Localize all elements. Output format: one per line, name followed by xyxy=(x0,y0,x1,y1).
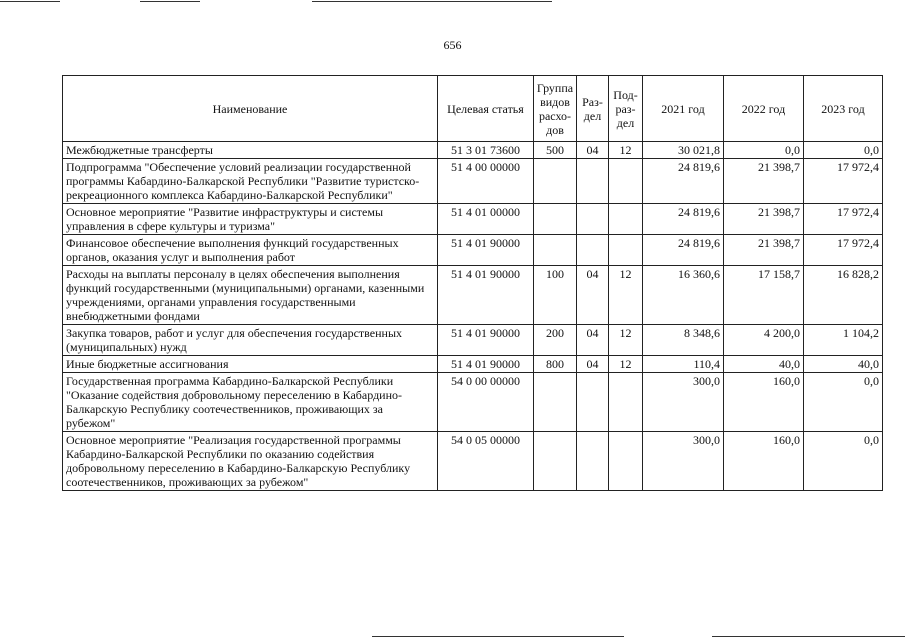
cell-2023: 0,0 xyxy=(804,432,883,491)
cell-name: Расходы на выплаты персоналу в целях обеспечения выполнения функций государственными (муниципальными) органами, казенными учреждениями, органами управления государственными внебюджетными фондами xyxy=(63,266,438,325)
cell-group xyxy=(534,159,577,204)
header-name: Наименование xyxy=(63,76,438,142)
cell-subsection xyxy=(609,373,643,432)
cell-section xyxy=(577,159,609,204)
cell-2022: 21 398,7 xyxy=(724,159,804,204)
cell-2021: 110,4 xyxy=(643,356,724,373)
cell-name: Подпрограмма "Обеспечение условий реализации государственной программы Кабардино-Балкарской Республики "Развитие туристско-рекреационного комплекса Кабардино-Балкарской Республики" xyxy=(63,159,438,204)
scan-line-top-center xyxy=(312,1,552,2)
table-row xyxy=(63,235,883,266)
cell-2021: 300,0 xyxy=(643,373,724,432)
cell-name: Закупка товаров, работ и услуг для обеспечения государственных (муниципальных) нужд xyxy=(63,325,438,356)
budget-table xyxy=(62,75,883,491)
cell-name: Государственная программа Кабардино-Балкарской Республики "Оказание содействия добровольному переселению в Кабардино-Балкарскую Республику соотечественников, проживающих за рубежом" xyxy=(63,373,438,432)
cell-target: 51 4 01 90000 xyxy=(438,235,534,266)
cell-2021: 300,0 xyxy=(643,432,724,491)
cell-group xyxy=(534,373,577,432)
cell-2022: 40,0 xyxy=(724,356,804,373)
cell-section: 04 xyxy=(577,266,609,325)
cell-2023: 0,0 xyxy=(804,142,883,159)
cell-2023: 40,0 xyxy=(804,356,883,373)
cell-2021: 24 819,6 xyxy=(643,159,724,204)
cell-subsection: 12 xyxy=(609,356,643,373)
cell-target: 51 4 01 90000 xyxy=(438,325,534,356)
cell-group: 800 xyxy=(534,356,577,373)
cell-section: 04 xyxy=(577,142,609,159)
scan-line-bottom-right xyxy=(712,636,905,637)
cell-2022: 17 158,7 xyxy=(724,266,804,325)
cell-2023: 17 972,4 xyxy=(804,235,883,266)
cell-group xyxy=(534,204,577,235)
cell-subsection: 12 xyxy=(609,325,643,356)
cell-subsection: 12 xyxy=(609,142,643,159)
cell-section xyxy=(577,373,609,432)
cell-subsection xyxy=(609,432,643,491)
cell-name: Основное мероприятие "Развитие инфраструктуры и системы управления в сфере культуры и туризма" xyxy=(63,204,438,235)
page-number: 656 xyxy=(443,38,462,52)
scan-line-top-left xyxy=(0,1,60,2)
cell-2021: 24 819,6 xyxy=(643,204,724,235)
cell-subsection xyxy=(609,235,643,266)
cell-2023: 0,0 xyxy=(804,373,883,432)
cell-subsection xyxy=(609,159,643,204)
cell-section xyxy=(577,204,609,235)
cell-target: 51 4 00 00000 xyxy=(438,159,534,204)
header-subsection: Под-раз-дел xyxy=(609,76,643,142)
cell-2023: 16 828,2 xyxy=(804,266,883,325)
header-group: Группа видов расхо-дов xyxy=(534,76,577,142)
cell-target: 54 0 00 00000 xyxy=(438,373,534,432)
cell-group xyxy=(534,432,577,491)
cell-section xyxy=(577,432,609,491)
cell-2022: 160,0 xyxy=(724,432,804,491)
cell-2023: 17 972,4 xyxy=(804,159,883,204)
table-row xyxy=(63,204,883,235)
cell-subsection: 12 xyxy=(609,266,643,325)
cell-name: Основное мероприятие "Реализация государственной программы Кабардино-Балкарской Республики по оказанию содействия добровольному переселению в Кабардино-Балкарскую Республику соотечественников, проживающих за рубежом" xyxy=(63,432,438,491)
cell-2022: 0,0 xyxy=(724,142,804,159)
cell-target: 51 4 01 00000 xyxy=(438,204,534,235)
scan-line-bottom-center xyxy=(372,636,624,637)
header-target: Целевая статья xyxy=(438,76,534,142)
table-header-row xyxy=(63,76,883,142)
cell-name: Межбюджетные трансферты xyxy=(63,142,438,159)
table-row xyxy=(63,325,883,356)
table-row xyxy=(63,159,883,204)
table-row xyxy=(63,373,883,432)
cell-2021: 24 819,6 xyxy=(643,235,724,266)
header-2022: 2022 год xyxy=(724,76,804,142)
cell-2021: 8 348,6 xyxy=(643,325,724,356)
header-2021: 2021 год xyxy=(643,76,724,142)
table-row xyxy=(63,432,883,491)
cell-target: 54 0 05 00000 xyxy=(438,432,534,491)
cell-2022: 160,0 xyxy=(724,373,804,432)
cell-section: 04 xyxy=(577,325,609,356)
cell-subsection xyxy=(609,204,643,235)
header-2023: 2023 год xyxy=(804,76,883,142)
cell-2022: 4 200,0 xyxy=(724,325,804,356)
cell-group xyxy=(534,235,577,266)
cell-section xyxy=(577,235,609,266)
cell-name: Иные бюджетные ассигнования xyxy=(63,356,438,373)
header-section: Раз-дел xyxy=(577,76,609,142)
cell-2021: 30 021,8 xyxy=(643,142,724,159)
cell-group: 500 xyxy=(534,142,577,159)
table-row xyxy=(63,266,883,325)
cell-target: 51 4 01 90000 xyxy=(438,266,534,325)
cell-group: 200 xyxy=(534,325,577,356)
cell-2022: 21 398,7 xyxy=(724,235,804,266)
cell-2022: 21 398,7 xyxy=(724,204,804,235)
cell-group: 100 xyxy=(534,266,577,325)
cell-target: 51 3 01 73600 xyxy=(438,142,534,159)
cell-target: 51 4 01 90000 xyxy=(438,356,534,373)
table-row xyxy=(63,356,883,373)
scan-line-top-left-2 xyxy=(140,1,200,2)
cell-2021: 16 360,6 xyxy=(643,266,724,325)
cell-2023: 1 104,2 xyxy=(804,325,883,356)
cell-name: Финансовое обеспечение выполнения функций государственных органов, оказания услуг и выполнения работ xyxy=(63,235,438,266)
cell-2023: 17 972,4 xyxy=(804,204,883,235)
cell-section: 04 xyxy=(577,356,609,373)
table-row xyxy=(63,142,883,159)
